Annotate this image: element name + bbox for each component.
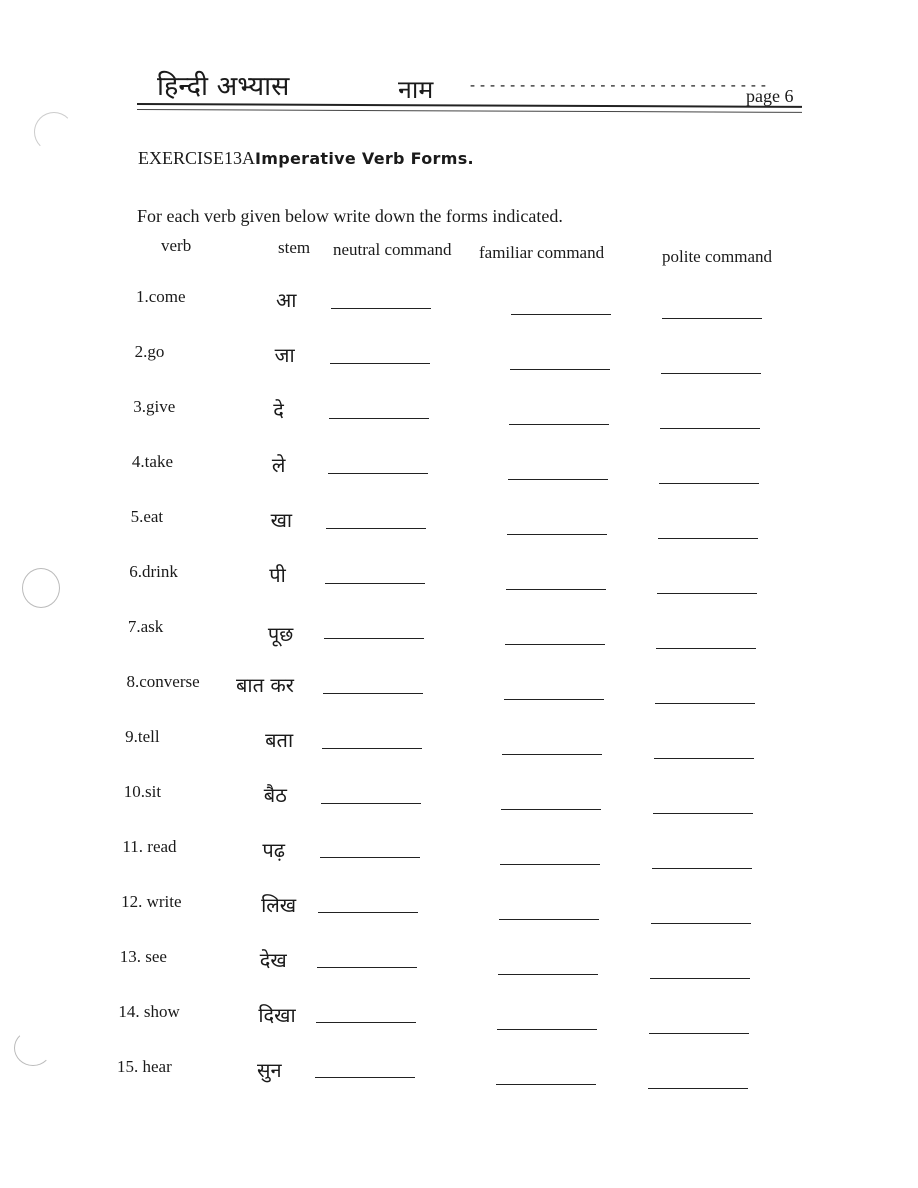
polite-command-blank[interactable] [651, 923, 751, 924]
neutral-command-blank[interactable] [315, 1077, 415, 1078]
verb-label: 12. write [121, 892, 182, 911]
polite-command-blank[interactable] [658, 538, 758, 539]
page-number: page 6 [746, 86, 794, 106]
neutral-command-blank[interactable] [328, 473, 428, 474]
verb-label: 4.take [131, 452, 173, 471]
verb-label: 11. read [122, 837, 177, 856]
verb-label: 15. hear [117, 1057, 172, 1076]
familiar-command-blank[interactable] [501, 809, 601, 810]
neutral-command-blank[interactable] [317, 967, 417, 968]
verb-stem: पूछ [267, 622, 294, 646]
verb-label: 1.come [136, 287, 186, 306]
familiar-command-blank[interactable] [497, 1029, 597, 1030]
polite-command-blank[interactable] [654, 758, 754, 759]
polite-command-blank[interactable] [657, 593, 757, 594]
name-field-line[interactable]: ------------------------------ [468, 76, 769, 94]
familiar-command-blank[interactable] [504, 699, 604, 700]
worksheet-title: हिन्दी अभ्यास [157, 71, 290, 102]
name-label: नाम [398, 75, 434, 104]
header-rule [137, 109, 802, 113]
verb-label: 8.converse [126, 672, 200, 691]
neutral-command-blank[interactable] [330, 363, 430, 364]
polite-command-blank[interactable] [661, 373, 761, 374]
familiar-command-blank[interactable] [500, 864, 600, 865]
verb-label: 6.drink [129, 562, 178, 581]
polite-command-blank[interactable] [648, 1088, 748, 1089]
verb-stem: दे [273, 398, 284, 422]
verb-stem: खा [270, 508, 293, 532]
familiar-command-blank[interactable] [510, 369, 610, 370]
verb-label: 5.eat [130, 507, 164, 526]
familiar-command-blank[interactable] [508, 479, 608, 480]
binder-hole-mark [14, 1030, 52, 1066]
binder-hole-mark [22, 568, 60, 608]
verb-stem: बैठ [263, 783, 287, 807]
polite-command-blank[interactable] [660, 428, 760, 429]
polite-command-blank[interactable] [652, 868, 752, 869]
verb-stem: आ [276, 288, 297, 312]
familiar-command-blank[interactable] [509, 424, 609, 425]
verb-stem: पढ़ [262, 838, 286, 862]
verb-stem: जा [274, 343, 295, 367]
neutral-command-blank[interactable] [325, 583, 425, 584]
neutral-command-blank[interactable] [322, 748, 422, 749]
neutral-command-blank[interactable] [320, 857, 420, 858]
column-header-neutral: neutral command [333, 240, 452, 259]
verb-stem: लिख [261, 893, 297, 917]
polite-command-blank[interactable] [649, 1033, 749, 1034]
familiar-command-blank[interactable] [505, 644, 605, 645]
verb-label: 9.tell [125, 727, 160, 746]
neutral-command-blank[interactable] [331, 308, 431, 309]
verb-stem: सुन [257, 1058, 282, 1082]
familiar-command-blank[interactable] [506, 589, 606, 590]
neutral-command-blank[interactable] [321, 803, 421, 804]
polite-command-blank[interactable] [656, 648, 756, 649]
verb-stem: पी [269, 563, 286, 587]
instruction-text: For each verb given below write down the forms indicated. [137, 206, 563, 226]
familiar-command-blank[interactable] [498, 974, 598, 975]
verb-stem: देख [259, 948, 287, 972]
verb-stem: दिखा [258, 1003, 296, 1027]
polite-command-blank[interactable] [650, 978, 750, 979]
verb-label: 2.go [134, 342, 165, 361]
binder-hole-mark [34, 112, 74, 152]
familiar-command-blank[interactable] [499, 919, 599, 920]
verb-stem: बता [265, 728, 294, 752]
exercise-title [138, 148, 474, 169]
verb-label: 7.ask [127, 617, 164, 636]
neutral-command-blank[interactable] [316, 1022, 416, 1023]
column-header-verb: verb [161, 236, 192, 255]
polite-command-blank[interactable] [655, 703, 755, 704]
polite-command-blank[interactable] [653, 813, 753, 814]
verb-label: 3.give [133, 397, 176, 416]
column-header-polite: polite command [662, 247, 773, 266]
verb-label: 13. see [119, 947, 167, 966]
header-rule [137, 103, 802, 108]
exercise-number: EXERCISE13A [138, 148, 255, 168]
familiar-command-blank[interactable] [502, 754, 602, 755]
neutral-command-blank[interactable] [329, 418, 429, 419]
familiar-command-blank[interactable] [511, 314, 611, 315]
verb-label: 14. show [118, 1002, 180, 1021]
neutral-command-blank[interactable] [326, 528, 426, 529]
neutral-command-blank[interactable] [318, 912, 418, 913]
polite-command-blank[interactable] [659, 483, 759, 484]
familiar-command-blank[interactable] [507, 534, 607, 535]
exercise-name: Imperative Verb Forms. [255, 149, 474, 168]
column-header-stem: stem [278, 238, 311, 257]
polite-command-blank[interactable] [662, 318, 762, 319]
column-header-familiar: familiar command [479, 243, 605, 262]
verb-stem: बात कर [236, 673, 294, 697]
neutral-command-blank[interactable] [324, 638, 424, 639]
verb-label: 10.sit [123, 782, 162, 801]
familiar-command-blank[interactable] [496, 1084, 596, 1085]
neutral-command-blank[interactable] [323, 693, 423, 694]
verb-stem: ले [271, 453, 286, 477]
